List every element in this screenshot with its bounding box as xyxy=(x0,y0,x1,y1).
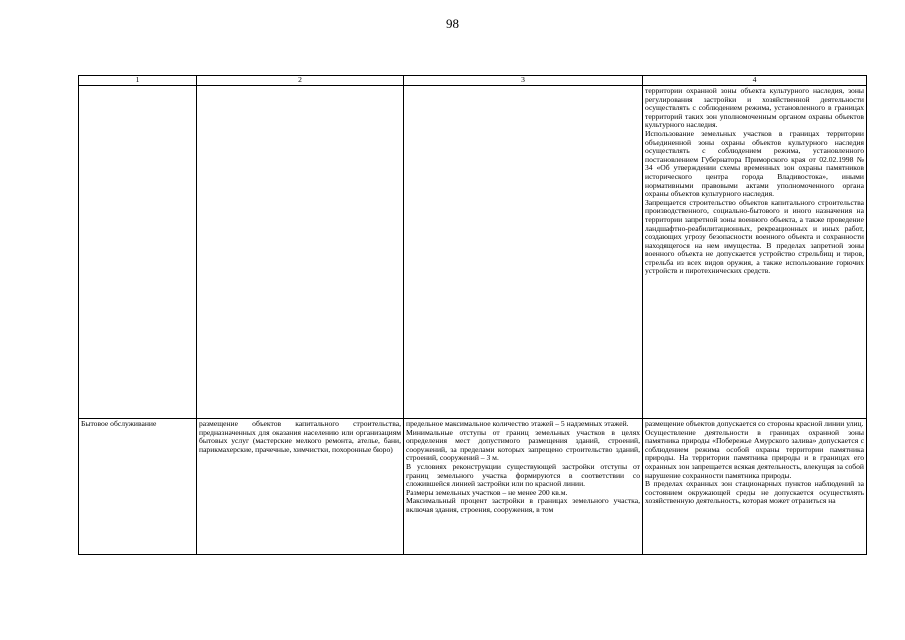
row1-col3-cell xyxy=(404,86,643,419)
paragraph: Запрещается строительство объектов капитального строительства производственного, социально-бытового и иного назначения на территории запретной зоны военного объекта, а также проведение ландшафтно-реабилитационных, рекреационных и иных работ, создающих угрозу безопасности военного объекта и сохранности находящегося на нем имущества. В пределах запретной зоны военного объекта не допускается устройство стрельбищ и тиров, стрельба из всех видов оружия, а также использование горючих устройств и пиротехнических средств. xyxy=(645,197,864,276)
paragraph: территории охранной зоны объекта культурного наследия, зоны регулирования застройки и хозяйственной деятельности осуществлять с соблюдением режима, установленного в границах территорий таких зон уполномоченным органом охраны объектов культурного наследия. xyxy=(645,86,864,130)
row1-col2-cell xyxy=(197,86,404,419)
paragraph: В пределах охранных зон стационарных пунктов наблюдений за состоянием окружающей среды не допускается осуществлять хозяйственную деятельность, которая может отразиться на xyxy=(645,479,864,506)
paragraph: Использование земельных участков в границах территории объединенной зоны охраны объектов культурного наследия осуществлять с соблюдением режима, установленного постановлением Губернатора Приморского края от 02.02.1998 № 34 «Об утверждении схемы временных зон охраны памятников исторического центра города Владивостока», иными нормативными правовыми актами уполномоченного органа охраны объектов культурного наследия. xyxy=(645,128,864,199)
row2-col2-cell xyxy=(197,419,404,555)
column-header-2: 2 xyxy=(197,76,404,86)
row2-col4-cell xyxy=(643,419,867,555)
paragraph: В условиях реконструкции существующей застройки отступы от границ земельного участка формируются в соответствии со сложившейся линией застройки или по красной линии. xyxy=(406,461,640,489)
paragraph: размещение объектов капитального строительства, предназначенных для оказания населению или организациям бытовых услуг (мастерские мелкого ремонта, ателье, бани, парикмахерские, прачечные, химчистки, похоронные бюро) xyxy=(199,419,401,454)
column-header-1: 1 xyxy=(79,76,197,86)
column-header-3: 3 xyxy=(404,76,643,86)
paragraph: Размеры земельных участков – не менее 200 кв.м. xyxy=(406,487,568,497)
document-table xyxy=(78,75,867,555)
table-row xyxy=(79,419,867,555)
paragraph: Осуществление деятельности в границах охранной зоны памятника природы «Побережье Амурского залива» допускается с соблюдением режима особой охраны территории памятника природы. На территории памятника природы и в границах его охранных зон запрещается всякая деятельность, влекущая за собой нарушение сохранности памятника природы. xyxy=(645,427,864,480)
paragraph: размещение объектов допускается со стороны красной линии улиц. xyxy=(645,419,864,428)
column-header-4: 4 xyxy=(643,76,867,86)
paragraph: Максимальный процент застройки в границах земельного участка, включая здания, строения, сооружения, в том xyxy=(406,496,640,514)
row1-col4-cell xyxy=(643,86,867,419)
table-header-row xyxy=(79,76,867,86)
row2-col3-cell xyxy=(404,419,643,555)
paragraph: предельное максимальное количество этажей – 5 надземных этажей. xyxy=(406,419,629,428)
table-row xyxy=(79,86,867,419)
row1-col1-cell xyxy=(79,86,197,419)
paragraph: Минимальные отступы от границ земельных участков в целях определения мест допустимого размещения зданий, строений, сооружений, за пределами которых запрещено строительство зданий, строений, сооружений – 3 м. xyxy=(406,427,640,463)
activity-name: Бытовое обслуживание xyxy=(81,419,157,428)
page-number: 98 xyxy=(446,16,459,31)
row2-col1-cell xyxy=(79,419,197,555)
